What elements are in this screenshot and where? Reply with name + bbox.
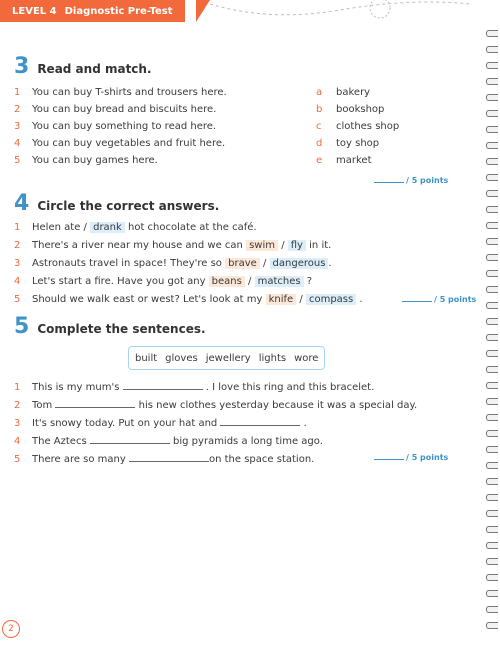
test-title: Diagnostic Pre-Test [64, 5, 173, 17]
spiral-ring [486, 30, 498, 37]
list-item: 5 You can buy games here. [14, 155, 158, 166]
section-3-heading [14, 56, 152, 78]
points-score: / 5 points [402, 295, 476, 304]
spiral-ring [486, 302, 498, 309]
section-number: 5 [14, 314, 30, 339]
answer-blank[interactable] [55, 398, 135, 408]
word-item: gloves [165, 352, 198, 364]
word-item: jewellery [205, 352, 251, 364]
spiral-ring [486, 558, 498, 565]
spiral-ring [486, 158, 498, 165]
list-item: 4 You can buy vegetables and fruit here. [14, 138, 226, 149]
spiral-ring [486, 526, 498, 533]
spiral-ring [486, 606, 498, 613]
section-title: Read and match. [37, 62, 152, 76]
choice-option[interactable]: drank [90, 222, 125, 233]
spiral-ring [486, 446, 498, 453]
word-item: built [135, 352, 158, 364]
list-item: 1 Helen ate / drank hot chocolate at the café. [14, 222, 257, 233]
list-item: 5 Should we walk east or west? Let's look at my knife / compass . [14, 294, 363, 305]
spiral-ring [486, 622, 498, 629]
spiral-ring [486, 590, 498, 597]
choice-option[interactable]: swim [246, 240, 278, 251]
spiral-ring [486, 78, 498, 85]
spiral-ring [486, 270, 498, 277]
section-title: Circle the correct answers. [37, 199, 220, 213]
decorative-dashed-line [210, 0, 480, 30]
spiral-ring [486, 478, 498, 485]
spiral-ring [486, 574, 498, 581]
section-number: 4 [14, 191, 30, 216]
points-score: / 5 points [374, 453, 448, 462]
choice-option[interactable]: ate [64, 222, 81, 233]
list-item: 4 The Aztecs big pyramids a long time ago. [14, 436, 323, 447]
spiral-ring [486, 46, 498, 53]
list-item: 3 You can buy something to read here. [14, 121, 217, 132]
list-item: 3 It's snowy today. Put on your hat and . [14, 418, 307, 429]
list-item: 2 You can buy bread and biscuits here. [14, 104, 217, 115]
word-box [128, 346, 325, 370]
spiral-ring [486, 494, 498, 501]
spiral-ring [486, 206, 498, 213]
spiral-ring [486, 366, 498, 373]
answer-blank[interactable] [220, 416, 300, 426]
level-label: LEVEL 4 [12, 5, 57, 17]
choice-option[interactable]: compass [306, 294, 356, 305]
spiral-ring [486, 318, 498, 325]
header-band [0, 0, 185, 22]
list-item: 1 You can buy T-shirts and trousers here. [14, 87, 227, 98]
spiral-ring [486, 190, 498, 197]
list-item: 5 There are so many on the space station. [14, 454, 315, 465]
spiral-ring [486, 398, 498, 405]
choice-option[interactable]: brave [225, 258, 260, 269]
spiral-ring [486, 462, 498, 469]
section-number: 3 [14, 54, 30, 79]
list-item: 3 Astronauts travel in space! They're so brave / dangerous . [14, 258, 332, 269]
choice-option[interactable]: dangerous [270, 258, 329, 269]
list-item: 4 Let's start a fire. Have you got any beans / matches ? [14, 276, 313, 287]
spiral-ring [486, 334, 498, 341]
spiral-ring [486, 222, 498, 229]
spiral-ring [486, 414, 498, 421]
page-number: 2 [2, 620, 20, 638]
points-score: / 5 points [374, 176, 448, 185]
spiral-binding [486, 30, 500, 640]
header-tail [196, 0, 210, 22]
spiral-ring [486, 110, 498, 117]
spiral-ring [486, 286, 498, 293]
choice-option[interactable]: fly [288, 240, 306, 251]
word-item: wore [294, 352, 319, 364]
spiral-ring [486, 350, 498, 357]
answer-blank[interactable] [90, 434, 170, 444]
section-5-heading [14, 316, 206, 338]
choice-option[interactable]: knife [266, 294, 297, 305]
spiral-ring [486, 126, 498, 133]
list-item: 1 This is my mum's . I love this ring and this bracelet. [14, 382, 375, 393]
match-option: c clothes shop [316, 121, 400, 132]
section-4-heading [14, 193, 219, 215]
spiral-ring [486, 542, 498, 549]
answer-blank[interactable] [123, 380, 203, 390]
spiral-ring [486, 62, 498, 69]
choice-option[interactable]: beans [209, 276, 245, 287]
list-item: 2 There's a river near my house and we can swim / fly in it. [14, 240, 332, 251]
match-option: b bookshop [316, 104, 385, 115]
spiral-ring [486, 430, 498, 437]
match-option: d toy shop [316, 138, 380, 149]
spiral-ring [486, 254, 498, 261]
spiral-ring [486, 94, 498, 101]
word-item: lights [258, 352, 287, 364]
answer-blank[interactable] [129, 452, 209, 462]
list-item: 2 Tom his new clothes yesterday because it was a special day. [14, 400, 418, 411]
match-option: a bakery [316, 87, 371, 98]
spiral-ring [486, 238, 498, 245]
section-title: Complete the sentences. [37, 322, 206, 336]
spiral-ring [486, 142, 498, 149]
match-option: e market [316, 155, 372, 166]
choice-option[interactable]: matches [255, 276, 304, 287]
spiral-ring [486, 510, 498, 517]
spiral-ring [486, 174, 498, 181]
spiral-ring [486, 382, 498, 389]
